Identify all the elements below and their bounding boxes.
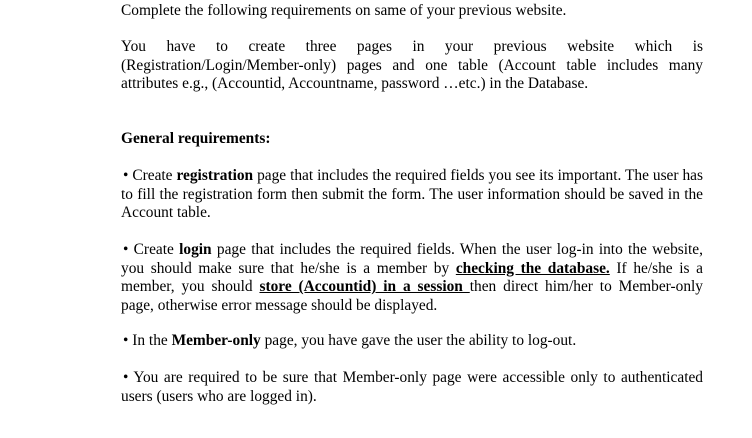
bullet-dot: •	[123, 332, 129, 349]
bullet-dot: •	[123, 369, 129, 386]
bullet-text-mid: page that includes the required fields. When the user log-in into the website, you should make sure that he/she is a member by	[121, 241, 703, 277]
bullet-dot: •	[123, 167, 129, 184]
bullet-text-post: page that includes the required fields you see its important. The user has to fill the registration form then submit the form. The user information should be saved in the Account table.	[121, 167, 703, 222]
login-requirement-bullet	[121, 241, 703, 315]
bullet-text-mid: If he/she is a member, you should	[121, 259, 704, 296]
member-only-requirement-bullet	[121, 332, 703, 351]
intro-line: Complete the following requirements on same of your previous website.	[121, 2, 567, 19]
login-keyword: login	[179, 241, 212, 258]
bullet-text-post: page, you have gave the user the ability to log-out.	[260, 332, 577, 349]
bullet-text-pre: Create	[133, 241, 180, 258]
bullet-text-post: then direct him/her to Member-only page, otherwise error message should be displayed.	[121, 278, 703, 314]
general-requirements-heading: General requirements:	[121, 130, 271, 147]
checking-database-emphasis: checking the database.	[455, 259, 610, 277]
bullet-text-pre: In the	[132, 332, 172, 349]
registration-keyword: registration	[176, 167, 254, 184]
bullet-text-pre: Create	[132, 167, 177, 184]
authentication-requirement-bullet	[121, 369, 703, 406]
member-only-keyword: Member-only	[171, 332, 261, 349]
bullet-text: You are required to be sure that Member-only page were accessible only to authenticated users (users who are logged in).	[121, 369, 703, 405]
bullet-dot: •	[123, 241, 129, 258]
registration-requirement-bullet	[121, 167, 703, 223]
store-session-emphasis: store (Accountid) in a session	[259, 278, 470, 296]
pages-description-paragraph: You have to create three pages in your previous website which is (Registration/Login/Member-only) pages and one table (Account table includes many attributes e.g., (Accountid, Accountname, password …etc.) in the Database.	[121, 38, 703, 93]
